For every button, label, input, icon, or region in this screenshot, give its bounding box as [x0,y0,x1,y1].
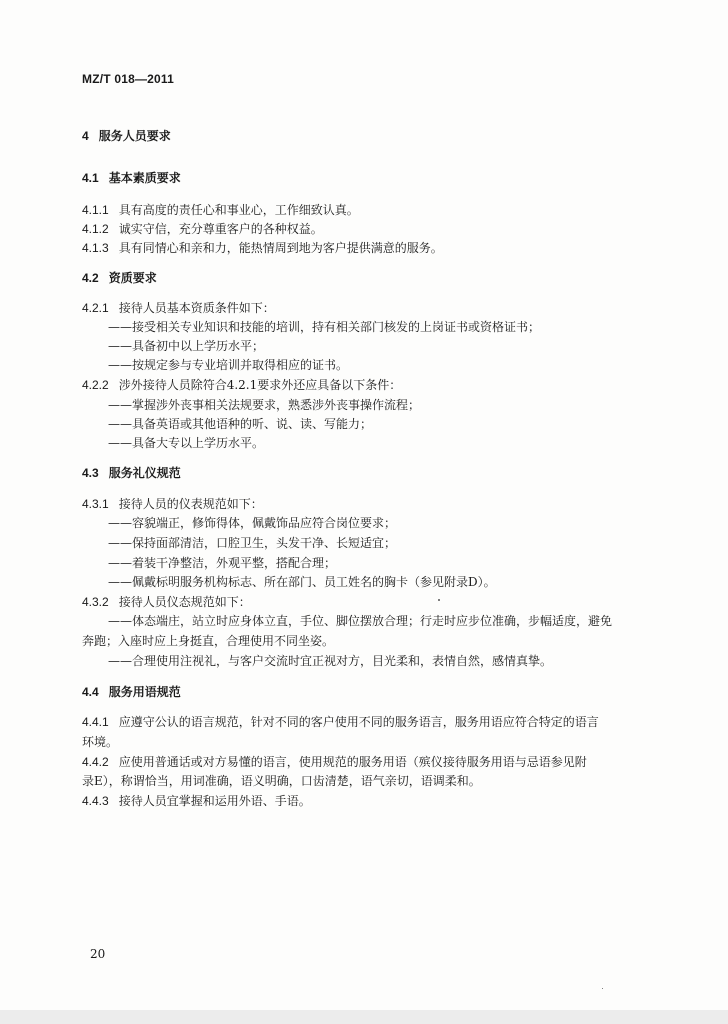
clause-number: 4.2.2 [82,378,109,392]
clause-4-1-1 [82,202,359,218]
section-title: 服务用语规范 [108,685,181,699]
clause-4-3-1 [82,496,263,512]
list-item: ——按规定参与专业培训并取得相应的证书。 [108,358,349,372]
clause-4-1-3 [82,240,443,256]
clause-continuation: 环境。 [82,735,119,749]
scan-speck [602,988,603,989]
scan-speck [438,599,440,601]
section-4-2-heading [82,270,157,286]
section-number: 4.2 [82,271,99,285]
section-title: 资质要求 [108,271,157,285]
section-4-4-heading [82,684,181,700]
section-title: 服务人员要求 [98,129,171,143]
clause-text: 接待人员仪态规范如下： [118,595,251,609]
list-item: ——容貌端正，修饰得体，佩戴饰品应符合岗位要求； [108,516,397,530]
standard-code-header: MZ/T 018—2011 [82,72,174,86]
clause-text: 接待人员基本资质条件如下： [118,301,275,315]
clause-number: 4.4.2 [82,755,109,769]
list-item: ——保持面部清洁，口腔卫生，头发干净、长短适宜； [108,536,397,550]
list-item: ——掌握涉外丧事相关法规要求，熟悉涉外丧事操作流程； [108,398,421,412]
list-item: ——着装干净整洁，外观平整，搭配合理； [108,556,337,570]
clause-number: 4.3.1 [82,497,109,511]
clause-number: 4.4.1 [82,715,109,729]
section-4-1-heading [82,170,181,186]
section-4-heading [82,128,171,144]
clause-text: 涉外接待人员除符合4.2.1要求外还应具备以下条件： [118,378,402,392]
clause-text: 具有同情心和亲和力，能热情周到地为客户提供满意的服务。 [118,241,443,255]
clause-4-4-3 [82,793,311,809]
clause-text: 应遵守公认的语言规范，针对不同的客户使用不同的服务语言，服务用语应符合特定的语言 [118,715,599,729]
section-title: 服务礼仪规范 [108,466,181,480]
list-item: ——合理使用注视礼，与客户交流时宜正视对方，目光柔和，表情自然，感情真挚。 [108,654,553,668]
clause-4-2-2 [82,377,401,393]
section-4-3-heading [82,465,181,481]
list-item: ——接受相关专业知识和技能的培训，持有相关部门核发的上岗证书或资格证书； [108,320,541,334]
list-item-continuation: 奔跑；入座时应上身挺直，合理使用不同坐姿。 [82,634,335,648]
clause-number: 4.4.3 [82,794,109,808]
section-number: 4.4 [82,685,99,699]
page-number: 20 [90,947,106,961]
list-item: ——体态端庄，站立时应身体立直，手位、脚位摆放合理；行走时应步位准确，步幅适度，避免 [108,614,613,628]
clause-text: 应使用普通话或对方易懂的语言，使用规范的服务用语（殡仪接待服务用语与忌语参见附 [118,755,587,769]
clause-4-2-1 [82,300,275,316]
section-number: 4.1 [82,171,99,185]
list-item: ——佩戴标明服务机构标志、所在部门、员工姓名的胸卡（参见附录D）。 [108,575,496,589]
clause-text: 接待人员的仪表规范如下： [118,497,263,511]
clause-text: 具有高度的责任心和事业心，工作细致认真。 [118,203,359,217]
clause-number: 4.1.3 [82,241,109,255]
clause-number: 4.3.2 [82,595,109,609]
clause-number: 4.1.1 [82,203,109,217]
section-number: 4.3 [82,466,99,480]
clause-4-3-2 [82,594,251,610]
clause-number: 4.1.2 [82,222,109,236]
list-item: ——具备初中以上学历水平； [108,339,265,353]
list-item: ——具备英语或其他语种的听、说、读、写能力； [108,417,373,431]
scan-bottom-edge [0,1010,728,1024]
clause-continuation: 录E），称谓恰当，用词准确，语义明确，口齿清楚，语气亲切，语调柔和。 [82,774,481,788]
clause-4-4-1 [82,714,599,730]
section-title: 基本素质要求 [108,171,181,185]
clause-text: 诚实守信，充分尊重客户的各种权益。 [118,222,323,236]
clause-number: 4.2.1 [82,301,109,315]
clause-text: 接待人员宜掌握和运用外语、手语。 [118,794,311,808]
section-number: 4 [82,129,89,143]
list-item: ——具备大专以上学历水平。 [108,436,265,450]
clause-4-1-2 [82,221,323,237]
clause-4-4-2 [82,754,587,770]
